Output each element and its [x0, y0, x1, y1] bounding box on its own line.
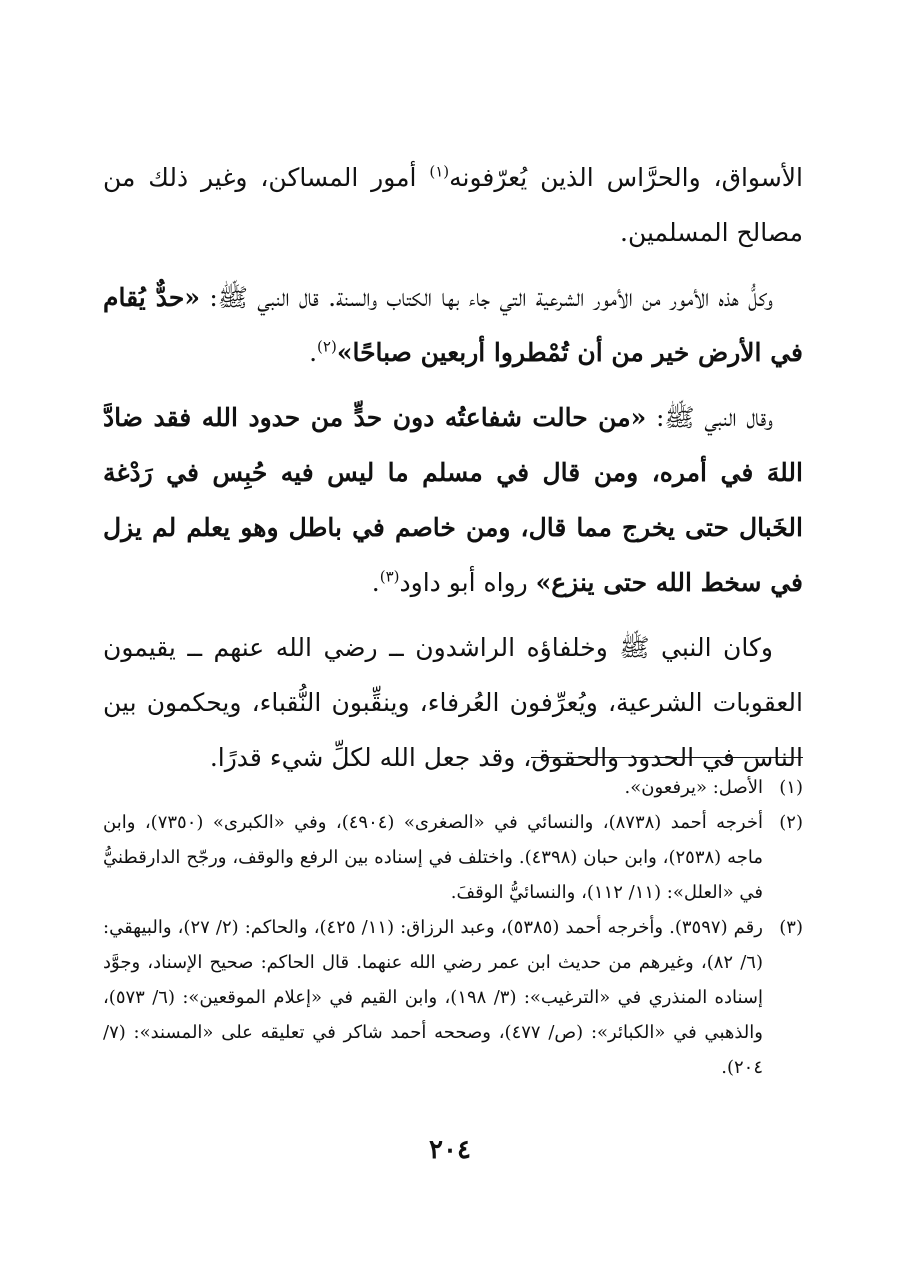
paragraph-1	[103, 150, 803, 260]
paragraph-3	[103, 390, 803, 610]
footnote-text: الأصل: «يرفعون».	[624, 777, 763, 798]
hadith-quote-1: «حدٌّ يُقام في الأرض خير من أن تُمْطروا أربعين صباحًا»	[103, 283, 803, 367]
footnote-separator	[531, 757, 803, 758]
paragraph-3-citation: رواه أبو داود	[399, 568, 536, 597]
footnote-number: (٣)	[779, 917, 803, 938]
page-number: ٢٠٤	[429, 1135, 471, 1165]
paragraph-3-text: وقال النبي ﷺ:	[646, 403, 774, 432]
hadith-quote-2: «من حالت شفاعتُه دون حدٍّ من حدود الله فقد ضادَّ اللهَ في أمره، ومن قال في مسلم ما ليس فيه حُبِس في رَدْغة الخَبال حتى يخرج مما قال، ومن خاصم في باطل وهو يعلم لم يزل في سخط الله حتى ينزع»	[103, 403, 803, 597]
paragraph-3-end: .	[371, 568, 380, 597]
paragraph-2	[103, 270, 803, 380]
footnote-text: رقم (٣٥٩٧). وأخرجه أحمد (٥٣٨٥)، وعبد الرزاق: (١١/ ٤٢٥)، والحاكم: (٢/ ٢٧)، والبيهقي: (٦/ ٨٢)، وغيرهم من حديث ابن عمر رضي الله عنهما. قال الحاكم: صحيح الإسناد، وجوَّد إسناده المنذري في «الترغيب»: (٣/ ١٩٨)، وابن القيم في «إعلام الموقعين»: (٦/ ٥٧٣)، والذهبي في «الكبائر»: (ص/ ٤٧٧)، وصححه أحمد شاكر في تعليقه على «المسند»: (٧/ ٢٠٤).	[103, 917, 763, 1078]
main-text	[103, 150, 803, 795]
paragraph-2-end: .	[309, 338, 318, 367]
footnotes	[103, 770, 803, 1085]
paragraph-4: وكان النبي ﷺ وخلفاؤه الراشدون ــ رضي الله عنهم ــ يقيمون العقوبات الشرعية، ويُعرِّفون العُرفاء، وينقِّبون النُّقباء، ويحكمون بين الناس في الحدود والحقوق، وقد جعل الله لكلِّ شيء قدرًا.	[103, 633, 803, 772]
footnote-ref-3: (٣)	[379, 567, 400, 586]
footnote-1	[103, 770, 803, 805]
footnote-ref-2: (٢)	[317, 337, 337, 356]
footnote-text: أخرجه أحمد (٨٧٣٨)، والنسائي في «الصغرى» (٤٩٠٤)، وفي «الكبرى» (٧٣٥٠)، وابن ماجه (٢٥٣٨)، وابن حبان (٤٣٩٨). واختلف في إسناده بين الرفع والوقف، ورجّح الدارقطنيُّ في «العلل»: (١١/ ١١٢)، والنسائيُّ الوقفَ.	[103, 812, 763, 903]
footnote-3	[103, 910, 803, 1085]
paragraph-1-text: الأسواق، والحرَّاس الذين يُعرّفونه	[449, 163, 804, 192]
footnote-number: (١)	[779, 777, 803, 798]
paragraph-1-text-end: أمور المساكن، وغير ذلك من مصالح المسلمين.	[103, 163, 803, 247]
paragraph-2-text: وكلُّ هذه الأمور من الأمور الشرعية التي جاء بها الكتاب والسنة. قال النبي ﷺ:	[200, 283, 773, 312]
footnote-2	[103, 805, 803, 910]
footnote-number: (٢)	[779, 812, 803, 833]
footnote-ref-1: (١)	[429, 162, 450, 181]
